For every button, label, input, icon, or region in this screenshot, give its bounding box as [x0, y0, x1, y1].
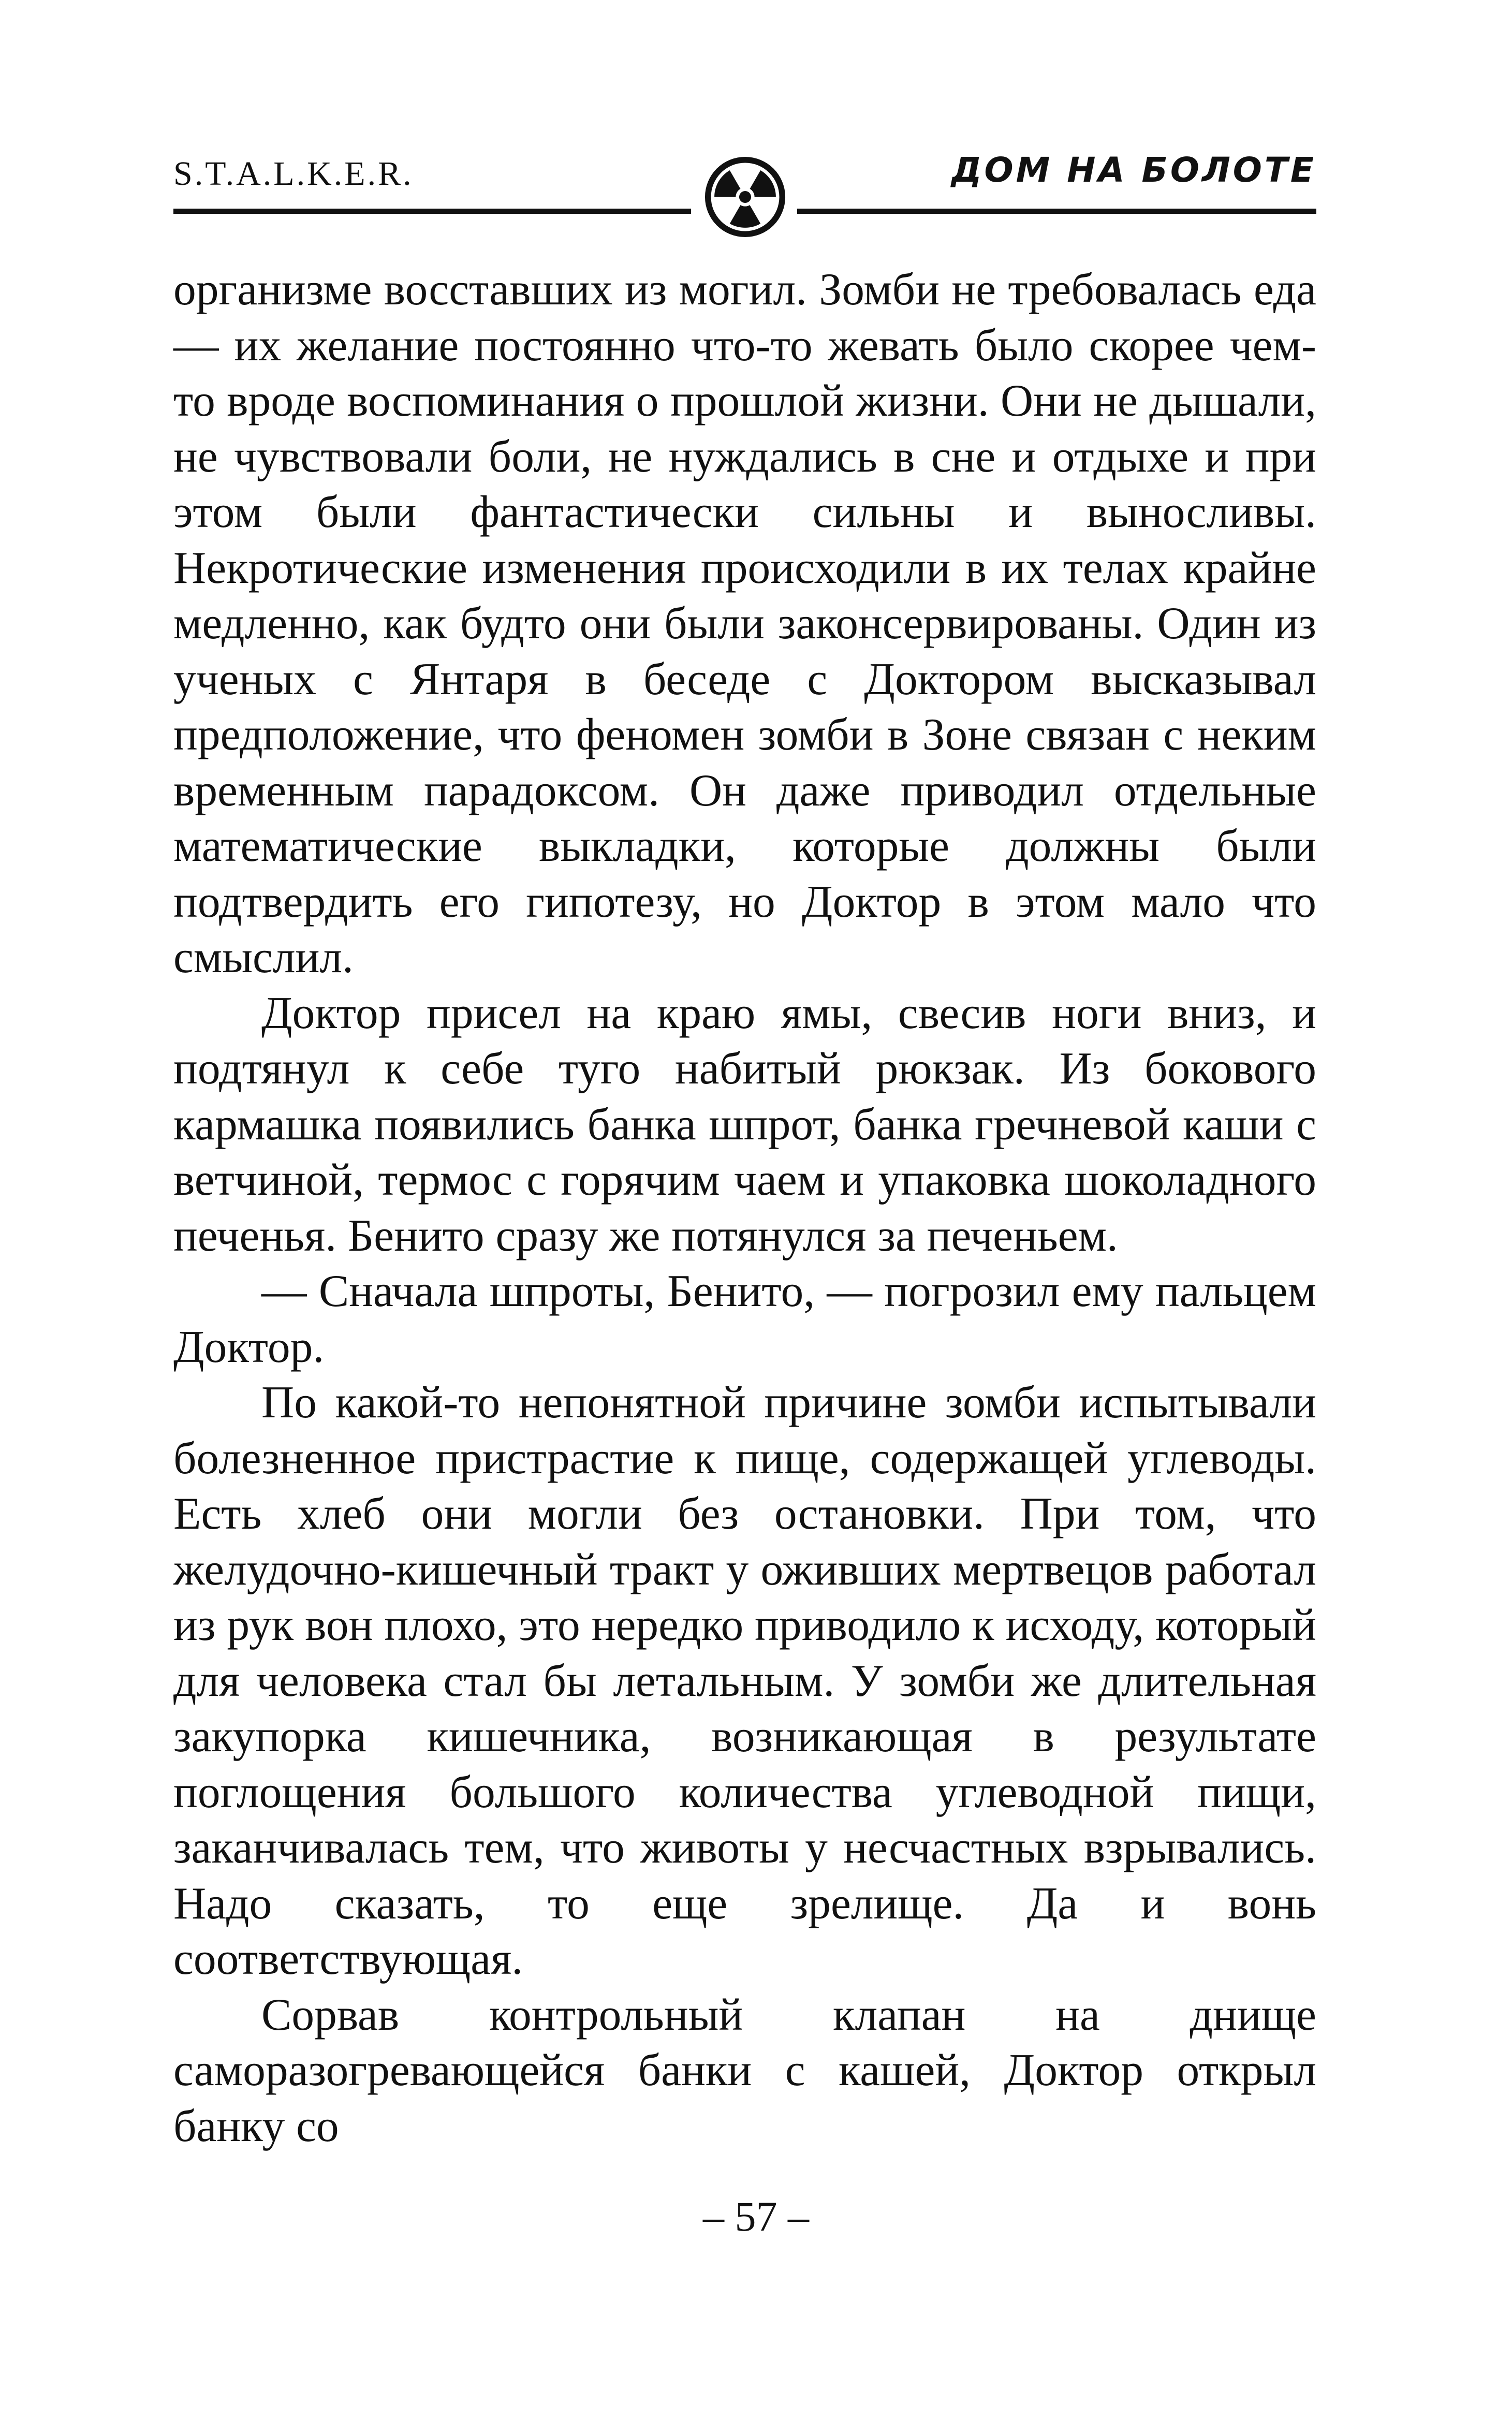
- radiation-hazard-icon: [702, 154, 788, 240]
- paragraph: Доктор присел на краю ямы, свесив ноги вниз, и подтянул к себе туго набитый рюкзак. Из бокового кармашка появились банка шпрот, банка гречневой каши с ветчиной, термос с горячим чаем и упаковка шоколадного печенья. Бенито сразу же потянулся за печеньем.: [173, 987, 1316, 1261]
- paragraph: По какой-то непонятной причине зомби испытывали болезненное пристрастие к пище, содержащей углеводы. Есть хлеб они могли без остановки. При том, что желудочно-кишечный тракт у оживших мертвецов работал из рук вон плохо, это нередко приводило к исходу, который для человека стал бы летальным. У зомби же длительная закупорка кишечника, возникающая в результате поглощения большого количества углеводной пищи, заканчивалась тем, что животы у несчастных взрывались. Надо сказать, то еще зрелище. Да и вонь соответствующая.: [173, 1377, 1316, 1984]
- page-body: [173, 261, 1316, 2153]
- paragraph: организме восставших из могил. Зомби не требовалась еда — их желание постоянно что-то жевать было скорее чем-то вроде воспоминания о прошлой жизни. Они не дышали, не чувствовали боли, не нуждались в сне и отдыхе и при этом были фантастически сильны и выносливы. Некротические изменения происходили в их телах крайне медленно, как будто они были законсервированы. Один из ученых с Янтаря в беседе с Доктором высказывал предположение, что феномен зомби в Зоне связан с неким временным парадоксом. Он даже приводил отдельные математические выкладки, которые должны были подтвердить его гипотезу, но Доктор в этом мало что смыслил.: [173, 264, 1316, 982]
- running-header: [173, 139, 1316, 227]
- header-rule-left: [173, 209, 691, 214]
- page-number: – 57 –: [703, 2193, 809, 2240]
- series-title: S.T.A.L.K.E.R.: [173, 155, 414, 193]
- header-rule-right: [797, 209, 1316, 214]
- dialogue-line: — Сначала шпроты, Бенито, — погрозил ему пальцем Доктор.: [173, 1266, 1316, 1372]
- paragraph: Сорвав контрольный клапан на днище саморазогревающейся банки с кашей, Доктор открыл банку со: [173, 1989, 1316, 2151]
- book-title: ДОМ НА БОЛОТЕ: [951, 150, 1316, 190]
